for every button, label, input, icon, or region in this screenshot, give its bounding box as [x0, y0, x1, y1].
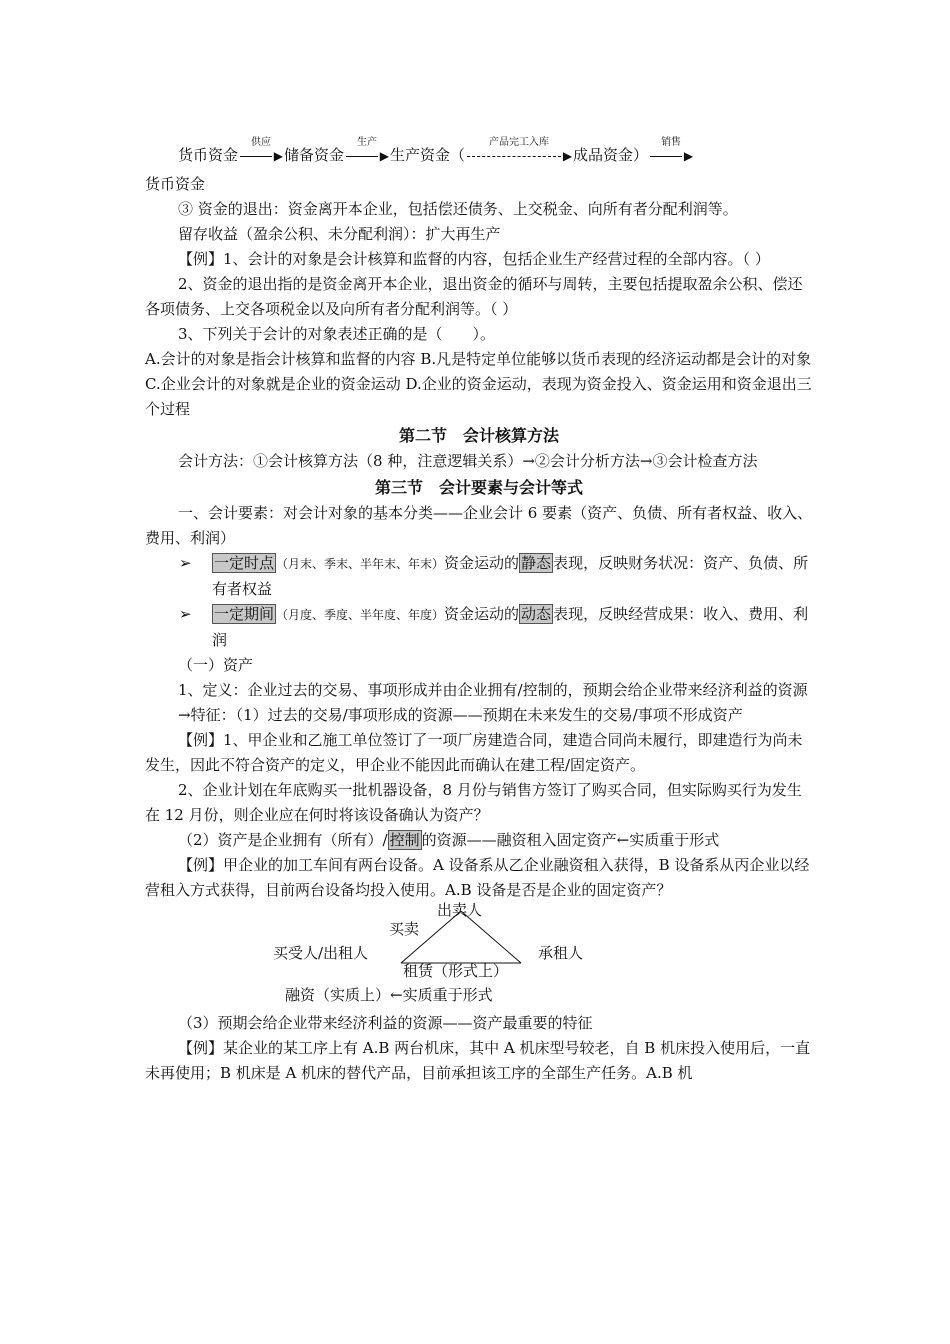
highlight: 一定期间	[214, 605, 275, 623]
arrow-bullet-icon: ➢	[179, 554, 192, 572]
flow-node: 储备资金	[284, 146, 345, 164]
bullet-item: ➢ 一定期间 （月度、季度、半年度、年度）资金运动的 动态 表现，反映经营成果：收入、费用、利润	[145, 602, 813, 653]
example-question: 2、资金的退出指的是资金离开本企业，退出资金的循环与周转，主要包括提取盈余公积、偿还各项债务、上交各项税金以及向所有者分配利润等。（ ）	[145, 275, 803, 318]
section-heading: 第二节 会计核算方法	[398, 426, 559, 445]
paragraph: 留存收益（盈余公积、未分配利润）：扩大再生产	[178, 225, 501, 243]
flow-node: 生产资金（	[390, 146, 466, 164]
example-question: 2、企业计划在年底购买一批机器设备，8 月份与销售方签订了购买合同，但实际购买行为发生在 12 月份，则企业应在何时将该设备确认为资产？	[145, 781, 802, 824]
document-body	[145, 138, 813, 1086]
flow-node: 货币资金	[178, 146, 239, 164]
highlight: 动态	[521, 605, 552, 623]
flow-arrow-icon: 产品完工入库 ▶	[465, 149, 573, 163]
subsection-title: （一）资产	[178, 656, 254, 674]
flow-arrow-icon: 生产 ▶	[344, 149, 390, 163]
example-question: 【例】1、会计的对象是会计核算和监督的内容，包括企业生产经营过程的全部内容。（ ）	[178, 250, 770, 268]
highlight: 控制	[389, 831, 420, 849]
buyer-lessor-label: 买受人/出租人	[273, 944, 369, 962]
paragraph: 1、定义：企业过去的交易、事项形成并由企业拥有/控制的，预期会给企业带来经济利益的资源	[178, 681, 808, 699]
buy-sell-label: 买卖	[389, 920, 420, 938]
arrow-bullet-icon: ➢	[179, 605, 192, 623]
paragraph: （3）预期会给企业带来经济利益的资源——资产最重要的特征	[178, 1014, 593, 1032]
example-question: 3、下列关于会计的对象表述正确的是（ ）。	[178, 325, 496, 343]
example-question: 【例】某企业的某工序上有 A.B 两台机床，其中 A 机床型号较老，自 B 机床投入使用后，一直未再使用；B 机床是 A 机床的替代产品，目前承担该工序的全部生产任务。A.B 机	[145, 1039, 811, 1082]
example-question: 【例】1、甲企业和乙施工单位签订了一项厂房建造合同，建造合同尚未履行，即建造行为尚未发生，因此不符合资产的定义，甲企业不能因此而确认在建工程/固定资产。	[145, 731, 803, 774]
bullet-item: ➢ 一定时点 （月末、季末、半年末、年末）资金运动的 静态 表现，反映财务状况：资产、负债、所有者权益	[145, 551, 813, 602]
answer-options: A.会计的对象是指会计核算和监督的内容 B.凡是特定单位能够以货币表现的经济运动都是会计的对象	[145, 350, 812, 368]
flow-arrow-icon: 供应 ▶	[238, 149, 284, 163]
lease-diagram	[145, 903, 813, 1011]
flow-arrow-icon: 销售 ▶	[648, 149, 694, 163]
paragraph: （2）资产是企业拥有（所有）/ 控制 的资源——融资租入固定资产←实质重于形式	[178, 831, 720, 849]
financing-substance-label: 融资（实质上）←实质重于形式	[285, 986, 493, 1004]
section-heading: 第三节 会计要素与会计等式	[374, 478, 583, 497]
paragraph: ③ 资金的退出：资金离开本企业，包括偿还债务、上交税金、向所有者分配利润等。	[178, 200, 738, 218]
example-question: 【例】甲企业的加工车间有两台设备。A 设备系从乙企业融资租入获得，B 设备系从丙企业以经营租入方式获得，目前两台设备均投入使用。A.B 设备是否是企业的固定资产？	[145, 856, 810, 899]
paragraph: 会计方法：①会计核算方法（8 种，注意逻辑关系）→②会计分析方法→③会计检查方法	[178, 452, 758, 470]
flow-node: 货币资金	[145, 175, 206, 193]
lessee-label: 承租人	[538, 944, 584, 962]
seller-label: 出卖人	[437, 901, 483, 919]
paragraph: →特征：（1）过去的交易/事项形成的资源——预期在未来发生的交易/事项不形成资产	[178, 706, 743, 724]
highlight: 静态	[521, 554, 552, 572]
lease-form-label: 租赁（形式上）	[403, 962, 509, 980]
flow-node: 成品资金）	[573, 146, 649, 164]
paragraph: 一、会计要素：对会计对象的基本分类——企业会计 6 要素（资产、负债、所有者权益、收入、费用、利润）	[145, 504, 813, 547]
capital-flow-line	[145, 138, 813, 172]
highlight: 一定时点	[214, 554, 275, 572]
answer-options: C.企业会计的对象就是企业的资金运动 D.企业的资金运动，表现为资金投入、资金运用和资金退出三个过程	[145, 375, 812, 418]
